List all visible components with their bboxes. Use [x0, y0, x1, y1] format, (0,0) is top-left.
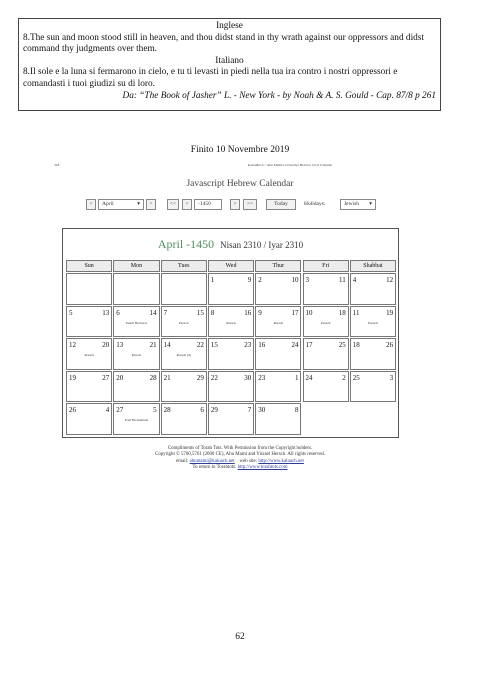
holiday-label: Pesach (d) — [176, 353, 191, 357]
website-label: web site: — [239, 458, 258, 464]
holiday-label: Pesach — [273, 320, 284, 325]
day-cell[interactable] — [113, 403, 159, 435]
calendar-grid — [62, 228, 399, 438]
day-cell[interactable] — [161, 371, 207, 403]
footer-copyright: Copyright © 5760,5761 (2000 CE), Abu Mami and Yisrael Hersch. All rights reserved. — [154, 452, 326, 458]
day-cell[interactable] — [208, 273, 254, 305]
day-cell[interactable] — [255, 306, 301, 338]
gregorian-day: 15 — [210, 341, 218, 349]
day-cell[interactable] — [350, 338, 396, 370]
weekday-header: Fri — [303, 260, 349, 272]
weekday-header: Wed — [208, 260, 254, 272]
day-cell[interactable] — [113, 306, 159, 338]
day-cell[interactable] — [113, 371, 159, 403]
hebrew-day: 3 — [389, 373, 394, 382]
gregorian-day: 23 — [258, 373, 266, 382]
chevron-down-icon: ▾ — [137, 201, 140, 207]
gregorian-day: 7 — [163, 308, 168, 317]
day-cell[interactable] — [350, 273, 396, 305]
hebrew-day: 14 — [149, 308, 157, 317]
hebrew-month-title: Nisan 2310 / Iyar 2310 — [220, 240, 304, 250]
gregorian-day: 29 — [210, 406, 218, 414]
day-cell[interactable] — [161, 403, 207, 435]
gregorian-day: 12 — [69, 341, 76, 349]
hebrew-day: 15 — [196, 308, 204, 317]
hebrew-day: 24 — [291, 341, 299, 349]
gregorian-day: 3 — [305, 276, 309, 284]
day-cell[interactable] — [350, 306, 396, 338]
gregorian-day: 10 — [305, 308, 313, 317]
prev-month-button[interactable]: < — [86, 199, 96, 210]
holiday-label: Taanit Bechorot — [125, 320, 148, 325]
hebrew-day: 2 — [342, 373, 346, 382]
gregorian-day: 13 — [116, 341, 124, 349]
gregorian-day: 4 — [352, 276, 357, 284]
day-cell[interactable] — [303, 273, 349, 305]
hebrew-day: 27 — [102, 373, 110, 382]
hebrew-day: 7 — [247, 406, 252, 414]
gregorian-day: 28 — [163, 406, 171, 414]
hebrew-day: 17 — [291, 308, 299, 317]
hebrew-day: 11 — [339, 276, 346, 284]
chevron-down-icon: ▾ — [369, 201, 372, 207]
day-cell[interactable] — [113, 338, 159, 370]
holiday-label: Pesach — [320, 320, 331, 325]
hebrew-day: 5 — [153, 406, 157, 414]
prev-year-fast-button[interactable]: << — [167, 199, 179, 210]
footer-compliments: Compliments of Torah Tots. With Permission from the Copyright holders. — [167, 446, 313, 451]
year-input[interactable]: -1450 — [194, 199, 222, 210]
holiday-label: Pesach — [226, 320, 236, 325]
email-label: email: — [176, 458, 189, 464]
month-select-value: April — [102, 201, 114, 207]
gregorian-day: 30 — [258, 406, 266, 414]
hebrew-day: 9 — [247, 276, 252, 284]
gregorian-day: 19 — [69, 373, 76, 382]
gregorian-month-title: April -1450 — [157, 237, 215, 251]
holiday-label: Pesach — [368, 320, 378, 325]
gregorian-day: 9 — [258, 308, 262, 317]
quote-source: Da: “The Book of Jasher” L. - New York - by Noah & A. S. Gould - Cap. 87/8 p 261 — [122, 90, 436, 101]
finito-date: Finito 10 Novembre 2019 — [190, 145, 290, 155]
day-cell[interactable] — [66, 371, 112, 403]
gregorian-day: 20 — [116, 373, 124, 382]
gregorian-day: 6 — [116, 308, 120, 317]
hebrew-day: 10 — [291, 276, 299, 284]
footer — [0, 446, 480, 472]
hebrew-day: 25 — [338, 341, 346, 349]
holiday-label: Pesach — [84, 353, 94, 357]
torahtots-link[interactable]: http://www.torahtots.com — [237, 465, 288, 471]
hebrew-day: 16 — [244, 308, 252, 317]
gregorian-day: 24 — [305, 373, 313, 382]
empty-day-cell[interactable] — [161, 273, 207, 305]
day-cell[interactable] — [255, 273, 301, 305]
hebrew-day: 28 — [149, 373, 157, 382]
quote-text-italian: 8.Il sole e la luna si fermarono in cielo, e tu ti levasti in piedi nella tua ira contro i nostri oppressori e comandasti i tuoi giudizi su di loro. — [23, 67, 398, 90]
hebrew-day: 23 — [244, 341, 252, 349]
page-number: 62 — [235, 632, 245, 642]
hebrew-day: 8 — [294, 406, 299, 414]
next-month-button[interactable]: > — [146, 199, 156, 210]
day-cell[interactable] — [208, 338, 254, 370]
holidays-select-value: Jewish — [344, 201, 359, 207]
day-cell[interactable] — [66, 306, 112, 338]
gregorian-day: 18 — [352, 341, 360, 349]
weekday-header: Sun — [66, 260, 112, 272]
gregorian-day: 22 — [210, 373, 218, 382]
gregorian-day: 11 — [352, 308, 360, 317]
quote-text-english: 8.The sun and moon stood still in heaven, and thou didst stand in thy wrath against our oppressors and didst command thy judgments over them. — [23, 32, 425, 55]
calendar-app-title: Javascript Hebrew Calendar — [186, 179, 294, 189]
hebrew-day: 1 — [294, 373, 299, 382]
hebrew-day: 4 — [105, 406, 110, 414]
gregorian-day: 14 — [163, 341, 171, 349]
day-cell[interactable] — [255, 338, 301, 370]
day-cell[interactable] — [303, 371, 349, 403]
hebrew-day: 29 — [196, 373, 204, 382]
day-cell[interactable] — [303, 306, 349, 338]
prev-year-button[interactable]: < — [182, 199, 192, 210]
holidays-select[interactable] — [340, 199, 376, 210]
website-link[interactable]: http://www.kaluach.net — [258, 458, 304, 464]
hebrew-day: 22 — [196, 341, 204, 349]
day-cell[interactable] — [161, 306, 207, 338]
holiday-label: Pesach — [131, 353, 142, 357]
day-cell[interactable] — [255, 403, 301, 435]
hebrew-day: 21 — [149, 341, 157, 349]
gregorian-day: 26 — [69, 406, 76, 414]
hebrew-day: 19 — [386, 308, 394, 317]
gregorian-day: 5 — [69, 308, 73, 317]
weekday-header: Mon — [113, 260, 159, 272]
day-cell[interactable] — [303, 338, 349, 370]
gregorian-day: 17 — [305, 341, 313, 349]
return-label: To return to Torahtots: — [192, 465, 237, 471]
weekday-header: Thur — [255, 260, 301, 272]
holiday-label: Yom Ha'Atzmaut — [124, 418, 149, 422]
today-button[interactable]: Today — [266, 199, 296, 210]
day-cell[interactable] — [350, 371, 396, 403]
gregorian-day: 27 — [116, 406, 124, 414]
day-cell[interactable] — [208, 403, 254, 435]
gregorian-day: 16 — [258, 341, 266, 349]
gregorian-day: 2 — [258, 276, 262, 284]
weekday-header: Shabbat — [350, 260, 396, 272]
hebrew-day: 30 — [244, 373, 252, 382]
hebrew-day: 26 — [386, 341, 394, 349]
quote-lang-italian: Italiano — [215, 55, 244, 66]
day-cell[interactable] — [161, 338, 207, 370]
month-select[interactable] — [98, 199, 144, 210]
day-cell[interactable] — [208, 306, 254, 338]
screenshot-page-id: 318 — [54, 163, 60, 167]
day-cell[interactable] — [66, 403, 112, 435]
hebrew-day: 6 — [200, 406, 204, 414]
hebrew-day: 18 — [338, 308, 346, 317]
holiday-label: Pesach — [179, 320, 189, 325]
empty-day-cell[interactable] — [113, 273, 159, 305]
gregorian-day: 8 — [210, 308, 215, 317]
gregorian-day: 21 — [163, 373, 171, 382]
day-cell[interactable] — [255, 371, 301, 403]
next-year-button[interactable]: > — [230, 199, 240, 210]
weekday-header: Tues — [161, 260, 207, 272]
hebrew-day: 20 — [102, 341, 110, 349]
gregorian-day: 25 — [352, 373, 360, 382]
email-link[interactable]: abumami@kaluach.net — [189, 458, 235, 464]
hebrew-day: 13 — [102, 308, 110, 317]
screenshot-header: Kalsakhu.b ~ Abu Mami's Javascript Hebrew Civil Calendar — [247, 163, 333, 167]
quote-box — [18, 18, 441, 111]
gregorian-day: 1 — [210, 276, 215, 284]
next-year-fast-button[interactable]: >> — [243, 199, 257, 210]
quote-lang-english: Inglese — [216, 21, 243, 31]
holidays-label: Holidays: — [304, 201, 326, 207]
day-cell[interactable] — [208, 371, 254, 403]
calendar-month-title — [63, 237, 398, 252]
empty-day-cell[interactable] — [66, 273, 112, 305]
hebrew-day: 12 — [386, 276, 394, 284]
day-cell[interactable] — [66, 338, 112, 370]
